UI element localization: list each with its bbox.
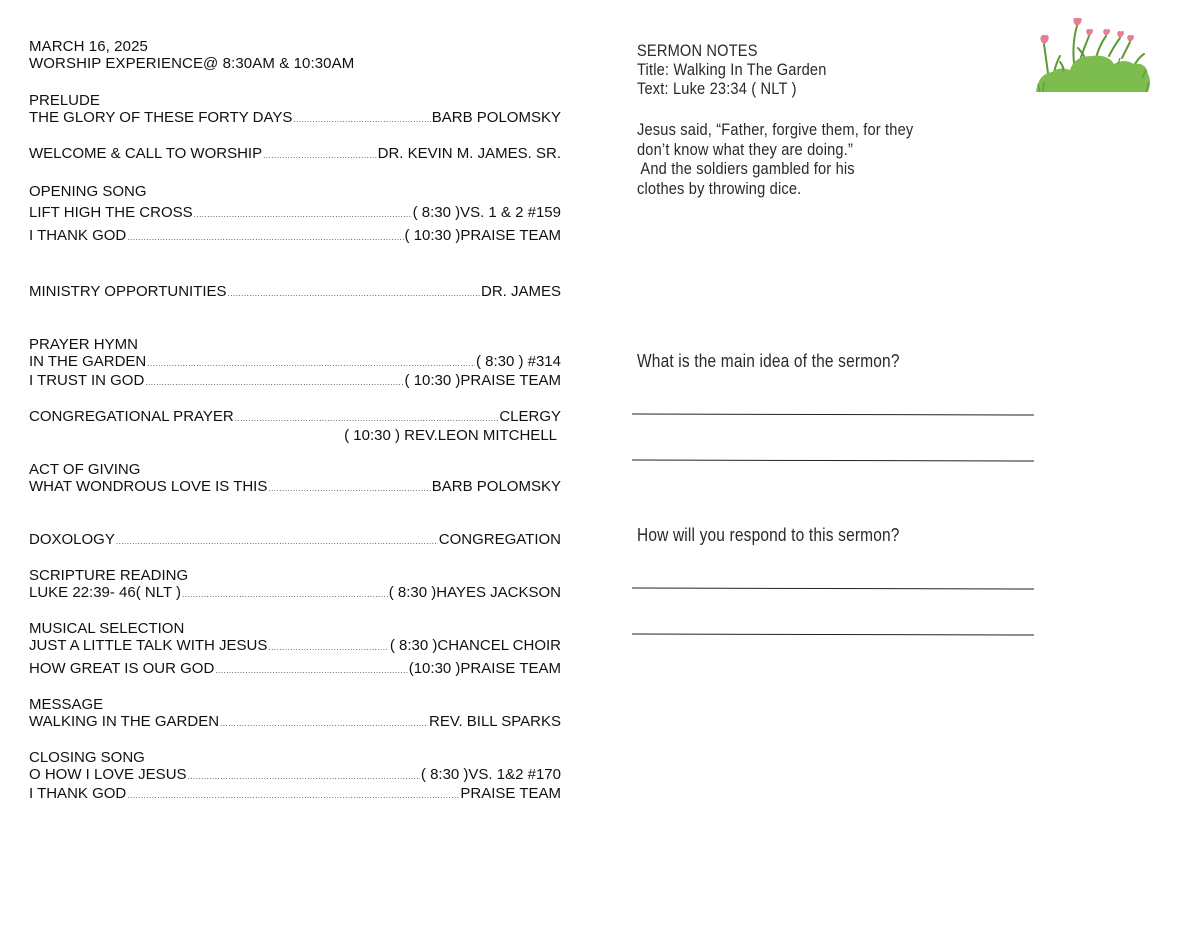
program-item: I TRUST IN GOD [29,372,145,389]
program-leader: REV. BILL SPARKS [428,713,561,730]
section-title: OPENING SONG [29,183,147,200]
program-line [29,660,561,679]
program-leader: ( 8:30 )HAYES JACKSON [388,584,561,601]
program-item: MINISTRY OPPORTUNITIES [29,283,227,300]
program-line [29,785,561,804]
dot-leader [228,285,480,302]
program-item: I THANK GOD [29,227,127,244]
program-leader: ( 8:30 )VS. 1 & 2 #159 [412,204,561,221]
program-line [29,145,561,164]
program-leader: BARB POLOMSKY [431,478,561,495]
program-item: LUKE 22:39- 46( NLT ) [29,584,182,601]
dot-leader [194,206,412,223]
dot-leader [147,355,475,372]
program-line [29,713,561,732]
program-item: I THANK GOD [29,785,127,802]
answer-line[interactable] [632,587,1034,589]
program-item: HOW GREAT IS OUR GOD [29,660,215,677]
program-item: O HOW I LOVE JESUS [29,766,187,783]
dot-leader [116,533,438,550]
dot-leader [235,410,499,427]
program-leader: ( 8:30 )VS. 1&2 #170 [420,766,561,783]
section-prelude [29,92,561,128]
program-leader: BARB POLOMSKY [431,109,561,126]
program-leader: ( 8:30 )CHANCEL CHOIR [389,637,561,654]
answer-line[interactable] [632,413,1034,415]
program-line [29,766,561,785]
question-main-idea: What is the main idea of the sermon? [637,351,900,371]
program-line [29,283,561,302]
section-title: ACT OF GIVING [29,461,141,478]
section-doxology [29,531,561,550]
dot-leader [145,374,403,391]
program-line [29,478,561,497]
dot-leader [215,662,407,679]
program-leader: DR. JAMES [480,283,561,300]
program-item: LIFT HIGH THE CROSS [29,204,193,221]
program-leader: DR. KEVIN M. JAMES. SR. [377,145,561,162]
program-line [29,109,561,128]
order-of-worship [29,38,561,804]
verse-line: don’t know what they are doing.” [637,139,854,159]
section-giving [29,461,561,497]
section-ministry [29,283,561,302]
sermon-notes-header [637,41,1037,98]
question-respond: How will you respond to this sermon? [637,525,900,545]
dot-leader [263,147,377,164]
program-leader: ( 10:30 )PRAISE TEAM [404,227,561,244]
dot-leader [293,111,430,128]
dot-leader [182,586,388,603]
program-item: JUST A LITTLE TALK WITH JESUS [29,637,268,654]
program-leader: CONGREGATION [438,531,561,548]
program-subleader: ( 10:30 ) REV.LEON MITCHELL [344,427,557,444]
section-musical-selection [29,620,561,679]
section-title: CLOSING SONG [29,749,145,766]
program-leader: CLERGY [499,408,561,425]
scripture-verse [637,120,1017,198]
answer-line[interactable] [632,459,1034,461]
section-scripture [29,567,561,603]
program-line [29,637,561,656]
service-times: WORSHIP EXPERIENCE@ 8:30AM & 10:30AM [29,55,355,72]
program-line [29,408,561,427]
section-title: SCRIPTURE READING [29,567,189,584]
program-line [29,353,561,372]
dot-leader [188,768,420,785]
program-item: WHAT WONDROUS LOVE IS THIS [29,478,268,495]
program-line [29,372,561,391]
sermon-notes-heading: SERMON NOTES [637,41,758,60]
section-title: PRELUDE [29,92,100,109]
dot-leader [268,639,388,656]
dot-leader [127,229,403,246]
section-title: MUSICAL SELECTION [29,620,185,637]
program-line [29,531,561,550]
answer-line[interactable] [632,633,1034,635]
grass-mounds [1036,56,1150,92]
section-prayer-hymn [29,336,561,391]
dot-leader [220,715,428,732]
program-item: IN THE GARDEN [29,353,147,370]
service-date: MARCH 16, 2025 [29,38,148,55]
verse-line: Jesus said, “Father, forgive them, for they [637,120,914,139]
program-leader: (10:30 )PRAISE TEAM [408,660,561,677]
program-item: CONGREGATIONAL PRAYER [29,408,234,425]
program-item: WELCOME & CALL TO WORSHIP [29,145,263,162]
program-item: DOXOLOGY [29,531,115,548]
garden-flowers-icon [1034,18,1152,96]
verse-line: And the soldiers gambled for his [637,159,855,178]
section-welcome [29,145,561,164]
dot-leader [268,480,430,497]
section-opening-song [29,183,561,246]
verse-line: clothes by throwing dice. [637,178,802,198]
section-congregational-prayer [29,408,561,444]
program-leader: ( 8:30 ) #314 [475,353,561,370]
section-title: PRAYER HYMN [29,336,138,353]
dot-leader [127,787,459,804]
program-item: THE GLORY OF THESE FORTY DAYS [29,109,293,126]
sermon-text: Text: Luke 23:34 ( NLT ) [637,79,797,98]
program-line [29,584,561,603]
section-title: MESSAGE [29,696,104,713]
section-message [29,696,561,732]
sermon-title: Title: Walking In The Garden [637,60,827,79]
program-line [29,227,561,246]
program-leader: PRAISE TEAM [460,785,561,802]
program-line [29,204,561,223]
section-closing-song [29,749,561,804]
program-item: WALKING IN THE GARDEN [29,713,220,730]
program-leader: ( 10:30 )PRAISE TEAM [404,372,561,389]
